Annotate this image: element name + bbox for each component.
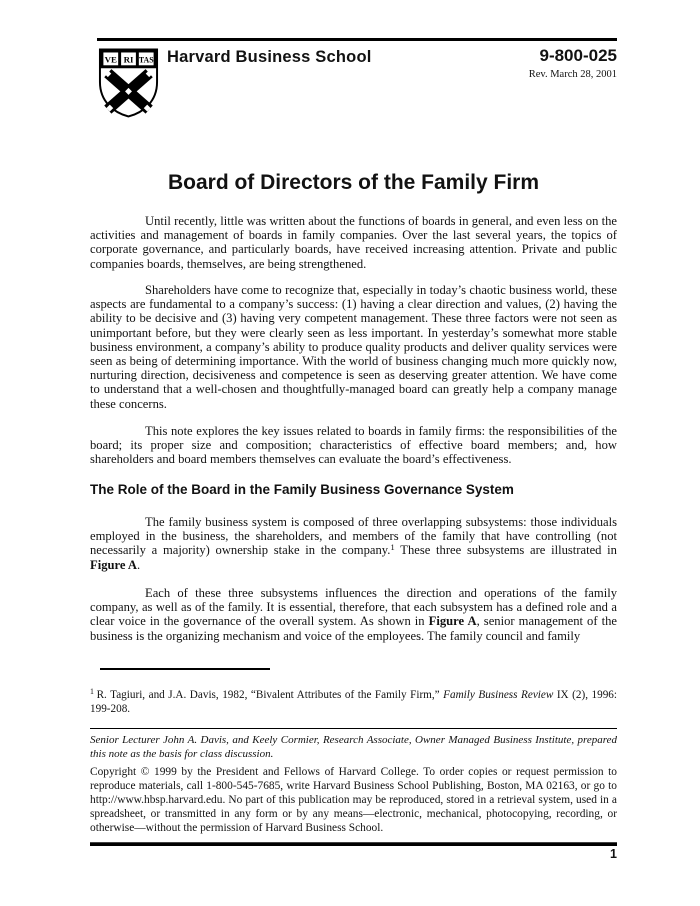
paragraph-2: Shareholders have come to recognize that, especially in today’s chaotic business world, these aspects are fundamental to a company’s success: (1) having a clear direction and values, (2) having the ability to be decisive and (3) having very competent management. These three factors were not seen as unimportant before, but they were clearly seen as less important. In yesterday’s somewhat more stable business environment, a company’s ability to produce quality products and deliver quality services were seen as being of determining importance. With the world of business changing much more quickly now, nurturing direction, decisiveness and competence is seen as deserving greater attention. We have come to understand that a well-chosen and thoughtfully-managed board can greatly help a company manage these concerns. [90,283,617,411]
footnote-1: $^1$ R. Tagiuri, and J.A. Davis, 1982, “Bivalent Attributes of the Family Firm,” Family Business Review IX (2), 1996: 199-208. [90,687,617,715]
attribution-note: Senior Lecturer John A. Davis, and Keely Cormier, Research Associate, Owner Managed Business Institute, prepared this note as the basis for class discussion. [90,734,617,760]
paragraph-1: Until recently, little was written about the functions of boards in general, and even less on the activities and management of boards in family companies. Over the last several years, the topics of corporate governance, and particularly boards, have received increasing attention. Private and public companies boards, themselves, are being strengthened. [90,214,617,271]
footer-divider-rule [90,728,617,729]
footnote-rule [100,668,270,670]
section-heading: The Role of the Board in the Family Business Governance System [90,482,514,497]
hbs-veritas-shield-icon [97,46,160,120]
revision-date: Rev. March 28, 2001 [528,69,617,80]
header-right-block [529,46,617,80]
page-title: Board of Directors of the Family Firm [167,171,540,194]
school-name: Harvard Business School [167,48,372,66]
paragraph-3: This note explores the key issues related to boards in family firms: the responsibilities of the board; its proper size and composition; characteristics of effective board members; and, how shareholders and board members themselves can evaluate the board’s effectiveness. [90,424,617,467]
page-number: 1 [610,847,617,861]
paragraph-5: Each of these three subsystems influences the direction and operations of the family company, as well as of the family. It is essential, therefore, that each subsystem has a defined role and a clear voice in the governance of the overall system. As shown in Figure A, senior management of the business is the organizing mechanism and voice of the employees. The family council and family [90,586,617,643]
document-number: 9-800-025 [539,46,617,65]
header-rule [97,38,617,41]
svg-text:RI: RI [123,54,134,65]
svg-text:VE: VE [104,54,117,65]
paragraph-4: The family business system is composed of three overlapping subsystems: those individuals employed in the business, the shareholders, and members of the family that have controlling (not necessarily a majority) ownership stake in the company.$^1$ These three subsystems are illustrated in Figure A. [90,515,617,572]
bottom-rule [90,842,617,846]
copyright-notice: Copyright © 1999 by the President and Fellows of Harvard College. To order copies or request permission to reproduce materials, call 1-800-545-7685, write Harvard Business School Publishing, Boston, MA 02163, or go to http://www.hbsp.harvard.edu. No part of this publication may be reproduced, stored in a retrieval system, used in a spreadsheet, or transmitted in any form or by any means—electronic, mechanical, photocopying, recording, or otherwise—without the permission of Harvard Business School. [90,766,617,834]
svg-text:TAS: TAS [138,55,154,65]
